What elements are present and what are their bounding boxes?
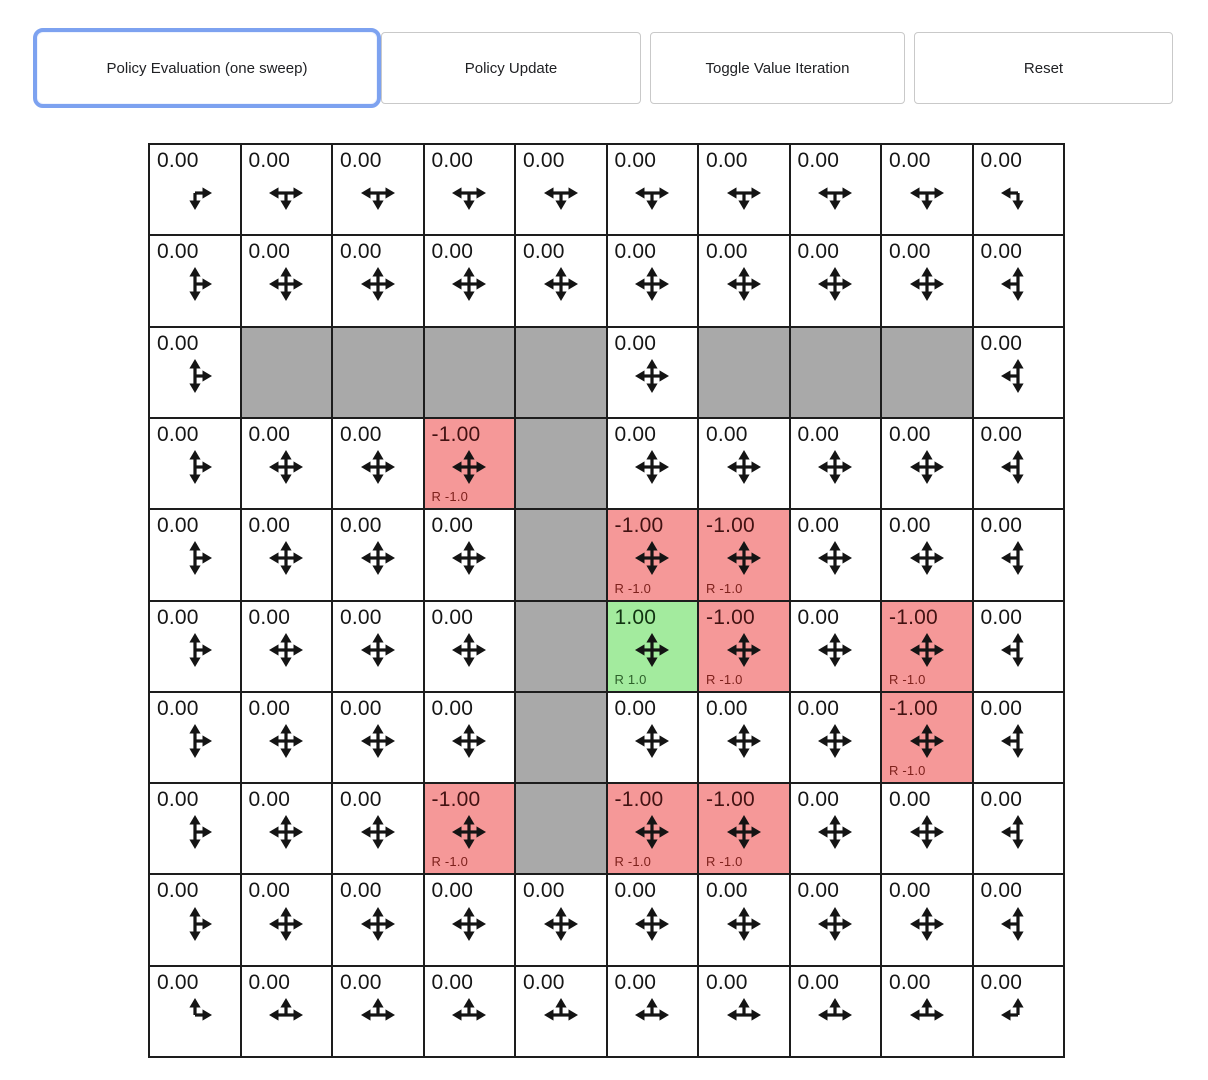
grid-cell — [881, 966, 973, 1057]
wall-cell — [332, 327, 424, 418]
cell-value: 0.00 — [889, 970, 931, 994]
cell-value: 0.00 — [614, 331, 657, 355]
policy-arrow-icon — [1000, 358, 1036, 394]
grid-cell — [973, 144, 1065, 235]
cell-value: -1.00 — [706, 788, 755, 812]
grid-cell — [424, 692, 516, 783]
policy-arrow-icon — [726, 540, 762, 576]
grid-cell — [149, 418, 241, 509]
grid-cell — [515, 235, 607, 326]
policy-arrow-icon — [360, 175, 396, 211]
policy-arrow-icon — [1000, 723, 1036, 759]
policy-arrow-icon — [360, 814, 396, 850]
cell-value: 0.00 — [889, 788, 931, 812]
wall-cell — [424, 327, 516, 418]
policy-arrow-icon — [360, 723, 396, 759]
grid-cell — [607, 509, 699, 600]
policy-arrow-icon — [726, 449, 762, 485]
policy-arrow-icon — [817, 266, 853, 302]
cell-value: 0.00 — [980, 422, 1023, 446]
cell-value: -1.00 — [706, 605, 755, 629]
policy-arrow-icon — [726, 814, 762, 850]
policy-arrow-icon — [360, 997, 396, 1033]
grid-cell — [881, 509, 973, 600]
cell-value: 0.00 — [157, 514, 199, 538]
policy-arrow-icon — [634, 814, 670, 850]
cell-value: 0.00 — [248, 240, 291, 264]
policy-arrow-icon — [909, 997, 945, 1033]
cell-value: 0.00 — [431, 514, 474, 538]
policy-arrow-icon — [634, 632, 670, 668]
grid-cell — [973, 874, 1065, 965]
cell-value: 0.00 — [523, 240, 565, 264]
cell-value: 0.00 — [797, 514, 840, 538]
grid-cell — [790, 966, 882, 1057]
cell-value: 0.00 — [980, 514, 1023, 538]
policy-arrow-icon — [817, 906, 853, 942]
policy-arrow-icon — [1000, 175, 1036, 211]
policy-arrow-icon — [451, 175, 487, 211]
cell-value: 0.00 — [797, 970, 840, 994]
cell-value: 0.00 — [157, 696, 199, 720]
cell-value: 0.00 — [340, 605, 382, 629]
grid-cell — [332, 874, 424, 965]
policy-arrow-icon — [1000, 266, 1036, 302]
cell-value: 0.00 — [980, 879, 1023, 903]
policy-update-button[interactable]: Policy Update — [381, 32, 641, 104]
grid-cell — [424, 601, 516, 692]
cell-value: -1.00 — [889, 605, 938, 629]
policy-arrow-icon — [634, 997, 670, 1033]
cell-value: 0.00 — [340, 514, 382, 538]
grid-cell — [241, 601, 333, 692]
grid-cell — [241, 509, 333, 600]
grid-cell — [881, 874, 973, 965]
grid-cell — [332, 692, 424, 783]
cell-value: 0.00 — [980, 149, 1023, 172]
wall-cell — [881, 327, 973, 418]
cell-value: 0.00 — [248, 149, 291, 172]
cell-value: 0.00 — [706, 422, 748, 446]
cell-value: 0.00 — [614, 696, 657, 720]
policy-arrow-icon — [543, 175, 579, 211]
grid-cell — [790, 601, 882, 692]
cell-value: 0.00 — [157, 605, 199, 629]
grid-cell — [149, 601, 241, 692]
cell-value: 0.00 — [889, 879, 931, 903]
cell-reward-label: R -1.0 — [706, 671, 743, 687]
policy-arrow-icon — [909, 449, 945, 485]
grid-cell — [241, 783, 333, 874]
policy-arrow-icon — [268, 175, 304, 211]
grid-cell — [790, 235, 882, 326]
cell-value: 0.00 — [980, 696, 1023, 720]
policy-arrow-icon — [451, 906, 487, 942]
grid-cell — [149, 327, 241, 418]
policy-arrow-icon — [634, 906, 670, 942]
cell-value: -1.00 — [431, 788, 481, 812]
grid-cell — [332, 235, 424, 326]
cell-value: 0.00 — [248, 605, 291, 629]
policy-arrow-icon — [177, 723, 213, 759]
policy-arrow-icon — [268, 997, 304, 1033]
policy-arrow-icon — [634, 266, 670, 302]
policy-arrow-icon — [1000, 632, 1036, 668]
policy-arrow-icon — [909, 266, 945, 302]
policy-arrow-icon — [817, 632, 853, 668]
cell-value: 0.00 — [614, 149, 657, 172]
toolbar — [37, 32, 1173, 104]
toggle-value-iteration-button[interactable]: Toggle Value Iteration — [650, 32, 905, 104]
grid-cell — [332, 966, 424, 1057]
policy-arrow-icon — [360, 632, 396, 668]
policy-arrow-icon — [634, 175, 670, 211]
grid-cell — [790, 692, 882, 783]
grid-cell — [332, 509, 424, 600]
cell-value: 0.00 — [980, 970, 1023, 994]
cell-value: 0.00 — [797, 240, 840, 264]
policy-arrow-icon — [451, 997, 487, 1033]
grid-cell — [332, 144, 424, 235]
grid-cell — [881, 235, 973, 326]
cell-value: 0.00 — [340, 788, 382, 812]
policy-arrow-icon — [726, 723, 762, 759]
cell-value: -1.00 — [614, 788, 664, 812]
policy-arrow-icon — [817, 540, 853, 576]
cell-value: 0.00 — [157, 788, 199, 812]
policy-evaluation-button[interactable]: Policy Evaluation (one sweep) — [37, 32, 377, 104]
grid-cell — [790, 144, 882, 235]
grid-cell — [515, 966, 607, 1057]
cell-value: 0.00 — [797, 879, 840, 903]
policy-arrow-icon — [268, 540, 304, 576]
policy-arrow-icon — [726, 266, 762, 302]
grid-cell — [607, 601, 699, 692]
cell-value: 0.00 — [340, 240, 382, 264]
grid-cell — [332, 418, 424, 509]
wall-cell — [515, 327, 607, 418]
grid-cell — [607, 235, 699, 326]
policy-arrow-icon — [1000, 540, 1036, 576]
cell-value: 0.00 — [706, 879, 748, 903]
policy-arrow-icon — [177, 906, 213, 942]
policy-arrow-icon — [360, 266, 396, 302]
policy-arrow-icon — [177, 266, 213, 302]
grid-cell — [149, 509, 241, 600]
policy-arrow-icon — [360, 906, 396, 942]
policy-arrow-icon — [268, 266, 304, 302]
cell-reward-label: R -1.0 — [706, 580, 743, 596]
policy-arrow-icon — [268, 449, 304, 485]
grid-cell — [149, 144, 241, 235]
cell-value: 0.00 — [980, 788, 1023, 812]
policy-arrow-icon — [726, 175, 762, 211]
policy-arrow-icon — [268, 906, 304, 942]
policy-arrow-icon — [634, 540, 670, 576]
policy-arrow-icon — [1000, 906, 1036, 942]
grid-cell — [241, 966, 333, 1057]
grid-cell — [515, 144, 607, 235]
cell-value: 0.00 — [431, 605, 474, 629]
cell-value: 0.00 — [980, 331, 1023, 355]
grid-cell — [881, 783, 973, 874]
wall-cell — [515, 783, 607, 874]
policy-arrow-icon — [451, 540, 487, 576]
cell-value: 0.00 — [340, 149, 382, 172]
grid-cell — [332, 601, 424, 692]
policy-arrow-icon — [909, 175, 945, 211]
grid-cell — [607, 783, 699, 874]
policy-arrow-icon — [177, 632, 213, 668]
grid-cell — [241, 235, 333, 326]
wall-cell — [241, 327, 333, 418]
cell-value: 0.00 — [248, 422, 291, 446]
cell-value: 0.00 — [980, 240, 1023, 264]
cell-value: 0.00 — [706, 240, 748, 264]
cell-value: -1.00 — [614, 514, 664, 538]
grid-cell — [881, 418, 973, 509]
policy-arrow-icon — [451, 814, 487, 850]
grid-cell — [698, 601, 790, 692]
grid-cell — [332, 783, 424, 874]
policy-arrow-icon — [726, 906, 762, 942]
cell-value: 0.00 — [248, 788, 291, 812]
grid-cell — [881, 692, 973, 783]
cell-reward-label: R -1.0 — [614, 854, 652, 870]
policy-arrow-icon — [634, 449, 670, 485]
cell-value: 0.00 — [157, 422, 199, 446]
cell-value: 0.00 — [614, 879, 657, 903]
policy-arrow-icon — [909, 814, 945, 850]
cell-value: 0.00 — [157, 970, 199, 994]
wall-cell — [515, 692, 607, 783]
grid-cell — [515, 874, 607, 965]
grid-cell — [790, 874, 882, 965]
cell-reward-label: R -1.0 — [431, 489, 469, 505]
policy-arrow-icon — [177, 358, 213, 394]
policy-arrow-icon — [817, 723, 853, 759]
grid-cell — [607, 418, 699, 509]
grid-cell — [241, 144, 333, 235]
grid-cell — [790, 418, 882, 509]
cell-value: 0.00 — [889, 422, 931, 446]
cell-value: 0.00 — [157, 149, 199, 172]
grid-cell — [973, 327, 1065, 418]
policy-arrow-icon — [817, 997, 853, 1033]
cell-value: 0.00 — [248, 696, 291, 720]
cell-value: 0.00 — [248, 514, 291, 538]
policy-arrow-icon — [451, 723, 487, 759]
policy-arrow-icon — [451, 632, 487, 668]
grid-cell — [149, 692, 241, 783]
grid-cell — [973, 783, 1065, 874]
cell-value: 0.00 — [797, 788, 840, 812]
cell-value: -1.00 — [431, 422, 481, 446]
policy-arrow-icon — [543, 997, 579, 1033]
grid-cell — [149, 783, 241, 874]
grid-cell — [698, 235, 790, 326]
policy-arrow-icon — [909, 540, 945, 576]
wall-cell — [515, 509, 607, 600]
policy-arrow-icon — [817, 175, 853, 211]
grid-cell — [790, 509, 882, 600]
policy-arrow-icon — [634, 358, 670, 394]
policy-arrow-icon — [726, 997, 762, 1033]
grid-cell — [424, 509, 516, 600]
wall-cell — [790, 327, 882, 418]
grid-cell — [424, 235, 516, 326]
grid-cell — [881, 144, 973, 235]
policy-arrow-icon — [634, 723, 670, 759]
cell-value: 0.00 — [980, 605, 1023, 629]
grid-cell — [790, 783, 882, 874]
policy-arrow-icon — [177, 814, 213, 850]
cell-value: 0.00 — [797, 149, 840, 172]
cell-value: 0.00 — [614, 240, 657, 264]
cell-value: 0.00 — [431, 240, 474, 264]
cell-value: 0.00 — [889, 514, 931, 538]
reset-button[interactable]: Reset — [914, 32, 1173, 104]
grid-cell — [698, 692, 790, 783]
cell-value: 0.00 — [157, 240, 199, 264]
policy-arrow-icon — [1000, 449, 1036, 485]
grid-cell — [973, 966, 1065, 1057]
grid-cell — [424, 418, 516, 509]
grid-cell — [698, 966, 790, 1057]
cell-reward-label: R -1.0 — [889, 671, 926, 687]
policy-arrow-icon — [817, 814, 853, 850]
policy-arrow-icon — [177, 540, 213, 576]
grid-cell — [973, 601, 1065, 692]
grid-cell — [424, 874, 516, 965]
policy-arrow-icon — [360, 540, 396, 576]
cell-value: 0.00 — [248, 970, 291, 994]
grid-cell — [973, 418, 1065, 509]
grid-cell — [881, 601, 973, 692]
cell-reward-label: R -1.0 — [889, 763, 926, 779]
policy-arrow-icon — [909, 632, 945, 668]
wall-cell — [515, 418, 607, 509]
policy-arrow-icon — [1000, 814, 1036, 850]
grid-cell — [698, 783, 790, 874]
policy-arrow-icon — [268, 723, 304, 759]
grid-cell — [607, 874, 699, 965]
cell-value: 0.00 — [706, 970, 748, 994]
grid-cell — [607, 966, 699, 1057]
cell-value: -1.00 — [706, 514, 755, 538]
cell-value: 0.00 — [797, 605, 840, 629]
cell-value: 0.00 — [706, 696, 748, 720]
cell-value: 0.00 — [797, 696, 840, 720]
cell-value: 0.00 — [614, 970, 657, 994]
cell-reward-label: R 1.0 — [614, 671, 647, 687]
cell-reward-label: R -1.0 — [706, 854, 743, 870]
cell-value: 0.00 — [157, 331, 199, 355]
wall-cell — [515, 601, 607, 692]
grid-cell — [698, 509, 790, 600]
policy-arrow-icon — [268, 632, 304, 668]
grid-cell — [424, 783, 516, 874]
cell-value: 0.00 — [431, 970, 474, 994]
cell-value: 0.00 — [614, 422, 657, 446]
policy-arrow-icon — [360, 449, 396, 485]
grid-cell — [424, 966, 516, 1057]
cell-value: 0.00 — [523, 879, 565, 903]
cell-value: 0.00 — [431, 149, 474, 172]
policy-arrow-icon — [451, 266, 487, 302]
grid-cell — [973, 692, 1065, 783]
cell-value: 0.00 — [248, 879, 291, 903]
policy-arrow-icon — [177, 449, 213, 485]
wall-cell — [698, 327, 790, 418]
grid-cell — [149, 966, 241, 1057]
cell-value: 0.00 — [340, 879, 382, 903]
policy-arrow-icon — [451, 449, 487, 485]
policy-arrow-icon — [909, 723, 945, 759]
policy-arrow-icon — [817, 449, 853, 485]
cell-value: 0.00 — [523, 970, 565, 994]
grid-cell — [241, 418, 333, 509]
cell-value: 0.00 — [523, 149, 565, 172]
cell-value: 0.00 — [889, 149, 931, 172]
cell-value: -1.00 — [889, 696, 938, 720]
grid-cell — [424, 144, 516, 235]
cell-value: 0.00 — [431, 696, 474, 720]
policy-arrow-icon — [909, 906, 945, 942]
cell-value: 1.00 — [614, 605, 657, 629]
grid-cell — [241, 692, 333, 783]
policy-arrow-icon — [543, 266, 579, 302]
policy-arrow-icon — [543, 906, 579, 942]
grid-cell — [607, 144, 699, 235]
cell-value: 0.00 — [340, 696, 382, 720]
grid-cell — [607, 327, 699, 418]
cell-value: 0.00 — [340, 422, 382, 446]
grid-cell — [607, 692, 699, 783]
gridworld — [148, 143, 1065, 1058]
policy-arrow-icon — [177, 175, 213, 211]
policy-arrow-icon — [1000, 997, 1036, 1033]
grid-cell — [149, 874, 241, 965]
cell-reward-label: R -1.0 — [431, 854, 469, 870]
grid-cell — [149, 235, 241, 326]
policy-arrow-icon — [177, 997, 213, 1033]
policy-arrow-icon — [268, 814, 304, 850]
grid-cell — [241, 874, 333, 965]
cell-value: 0.00 — [797, 422, 840, 446]
cell-value: 0.00 — [706, 149, 748, 172]
grid-cell — [698, 418, 790, 509]
cell-reward-label: R -1.0 — [614, 580, 652, 596]
cell-value: 0.00 — [431, 879, 474, 903]
grid-cell — [698, 144, 790, 235]
grid-cell — [973, 509, 1065, 600]
grid-cell — [698, 874, 790, 965]
cell-value: 0.00 — [340, 970, 382, 994]
cell-value: 0.00 — [157, 879, 199, 903]
policy-arrow-icon — [726, 632, 762, 668]
cell-value: 0.00 — [889, 240, 931, 264]
grid-cell — [973, 235, 1065, 326]
